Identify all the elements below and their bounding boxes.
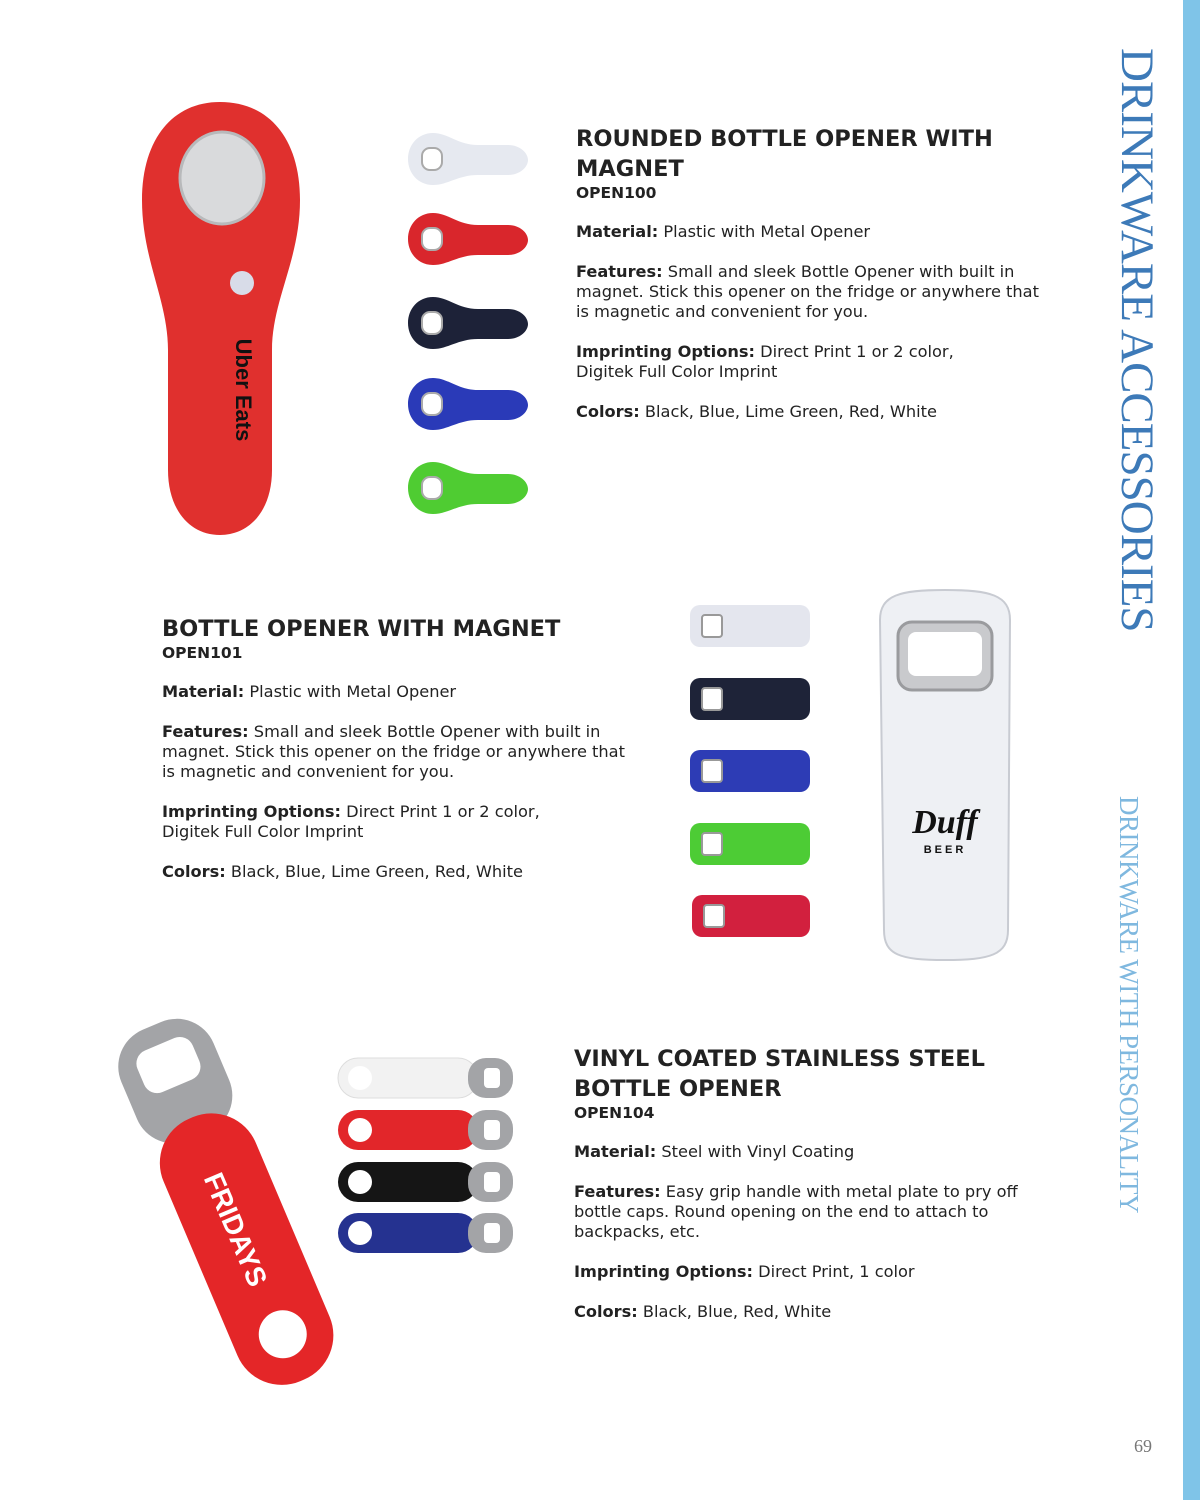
product-sku: OPEN104 (574, 1104, 655, 1122)
svg-text:BEER: BEER (923, 844, 967, 856)
imprinting-options: Imprinting Options: Direct Print 1 or 2 color, Digitek Full Color Imprint (162, 802, 540, 841)
material: Material: Steel with Vinyl Coating (574, 1142, 855, 1161)
uber-eats-logo: Uber Eats (231, 338, 256, 442)
material: Material: Plastic with Metal Opener (162, 682, 457, 701)
open100-main-image (142, 102, 300, 535)
imprinting-options: Imprinting Options: Direct Print, 1 color (574, 1262, 915, 1281)
duff-beer-logo: Duff (912, 804, 978, 841)
open104-main-image (106, 1006, 348, 1399)
open100-color-variants (408, 133, 528, 514)
tgi-fridays-logo: FRIDAYS (197, 1168, 274, 1291)
colors: Colors: Black, Blue, Red, White (574, 1302, 832, 1321)
product-open104 (574, 1044, 1064, 1342)
sidebar-accent-bar (1183, 0, 1200, 1500)
product-sku: OPEN101 (162, 644, 243, 662)
product-title: ROUNDED BOTTLE OPENER WITH MAGNET (576, 126, 993, 182)
imprinting-options: Imprinting Options: Direct Print 1 or 2 color, Digitek Full Color Imprint (576, 342, 954, 381)
page-number: 69 (1134, 1436, 1152, 1456)
open101-color-variants (690, 605, 810, 937)
product-open100 (576, 124, 1066, 442)
product-title: VINYL COATED STAINLESS STEEL BOTTLE OPENER (574, 1046, 985, 1102)
colors: Colors: Black, Blue, Lime Green, Red, White (162, 862, 523, 881)
colors: Colors: Black, Blue, Lime Green, Red, White (576, 402, 937, 421)
features: Features: Small and sleek Bottle Opener with built in magnet. Stick this opener on the fridge or anywhere that is magnetic and convenient for you. (576, 262, 1039, 321)
product-open101 (162, 614, 652, 902)
open104-color-variants (338, 1058, 513, 1253)
features: Features: Small and sleek Bottle Opener with built in magnet. Stick this opener on the fridge or anywhere that is magnetic and convenient for you. (162, 722, 625, 781)
section-tagline: DRINKWARE WITH PERSONALITY (1114, 796, 1144, 1213)
open101-main-image (880, 590, 1010, 960)
product-sku: OPEN100 (576, 184, 657, 202)
material: Material: Plastic with Metal Opener (576, 222, 871, 241)
section-title: DRINKWARE ACCESSORIES (1111, 48, 1163, 632)
features: Features: Easy grip handle with metal plate to pry off bottle caps. Round opening on the end to attach to backpacks, etc. (574, 1182, 1018, 1241)
product-title: BOTTLE OPENER WITH MAGNET (162, 616, 561, 642)
